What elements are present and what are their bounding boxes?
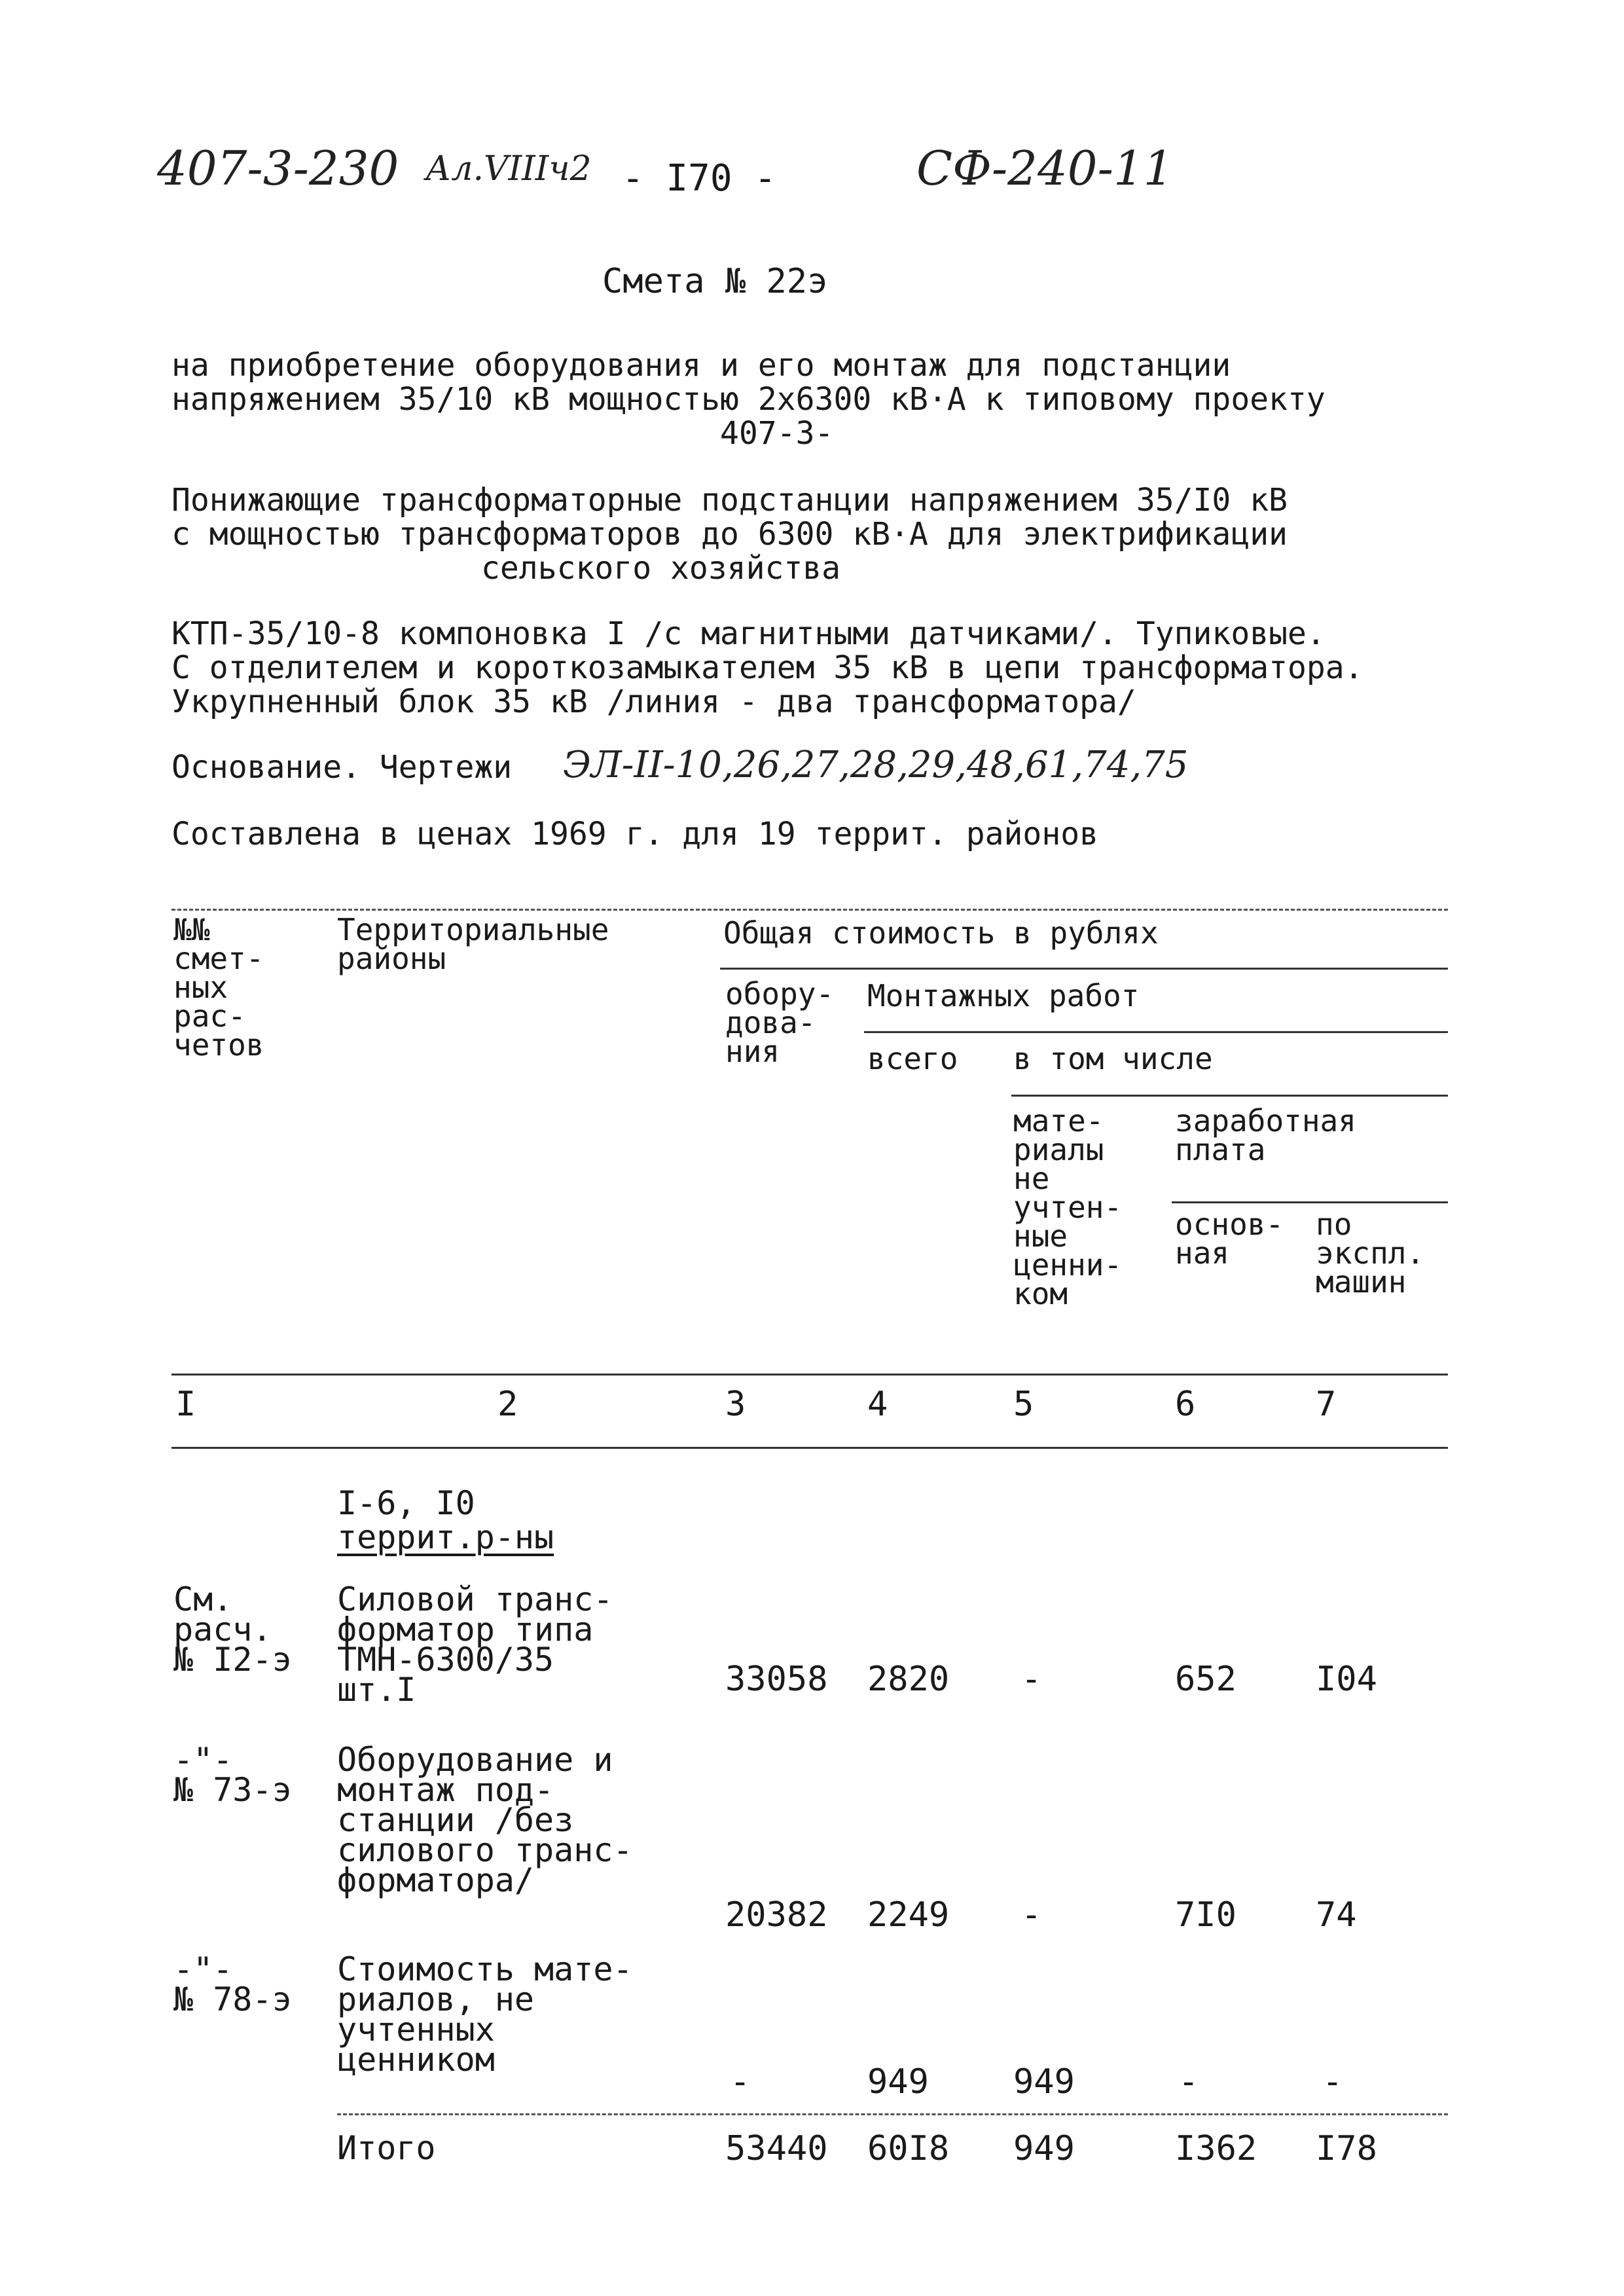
- column-number-5: 5: [1013, 1385, 1034, 1424]
- rule-wages: [1172, 1201, 1448, 1203]
- basis-label: Основание. Чертежи: [171, 749, 513, 786]
- table-row-1-equipment: 33058: [725, 1660, 828, 1699]
- table-row-2-materials: -: [1021, 1895, 1042, 1935]
- handwritten-album: Ал.VIIIч2: [425, 149, 592, 189]
- header-including: в том числе: [1013, 1041, 1213, 1076]
- table-row-2-ref: -"- № 73-э: [173, 1741, 292, 1809]
- group-title-districts: I-6, I0: [337, 1484, 475, 1522]
- header-territorial-districts: Территориальные районы: [337, 912, 609, 976]
- table-top-rule: [171, 909, 1448, 911]
- subtitle-line-1: на приобретение оборудования и его монтаж для подстанции: [171, 347, 1231, 384]
- header-installation-total: всего: [867, 1041, 958, 1076]
- table-row-3-equipment: -: [730, 2062, 751, 2102]
- column-number-4: 4: [867, 1385, 888, 1424]
- rule-total-cost: [720, 968, 1448, 970]
- handwritten-cipher: СФ-240-11: [916, 141, 1174, 196]
- handwritten-code: 407-3-230: [157, 141, 399, 196]
- header-wages: заработная плата: [1175, 1103, 1356, 1167]
- column-number-3: 3: [725, 1385, 746, 1424]
- header-equipment: обору- дова- ния: [725, 976, 835, 1069]
- table-row-1-name: Силовой транс- форматор типа ТМН-6300/35 шт.I: [337, 1580, 613, 1709]
- totals-materials: 949: [1013, 2129, 1075, 2168]
- project-line-1: Понижающие трансформаторные подстанции напряжением 35/I0 кВ: [171, 482, 1288, 519]
- rule-installation: [864, 1031, 1448, 1033]
- table-row-3-basic: -: [1178, 2062, 1199, 2102]
- table-row-3-machines: -: [1322, 2062, 1343, 2102]
- totals-label: Итого: [337, 2129, 436, 2167]
- table-row-1-materials: -: [1021, 1660, 1042, 1699]
- header-bottom-rule: [171, 1374, 1448, 1376]
- table-row-3-total: 949: [867, 2062, 929, 2102]
- rule-including: [1011, 1095, 1448, 1097]
- variant-line-3: Укрупненный блок 35 кВ /линия - два трансформатора/: [171, 683, 1136, 720]
- variant-line-2: С отделителем и короткозамыкателем 35 кВ в цепи трансформатора.: [171, 649, 1363, 686]
- table-row-2-basic: 7I0: [1175, 1895, 1236, 1935]
- table-row-2-equipment: 20382: [725, 1895, 828, 1935]
- totals-total: 60I8: [867, 2129, 950, 2168]
- table-row-1-basic: 652: [1175, 1660, 1236, 1699]
- column-number-7: 7: [1316, 1385, 1337, 1424]
- table-row-3-name: Стоимость мате- риалов, не учтенных ценником: [337, 1950, 633, 2079]
- column-number-1: I: [175, 1385, 196, 1424]
- totals-basic: I362: [1175, 2129, 1257, 2168]
- variant-line-1: КТП-35/10-8 компоновка I /с магнитными датчиками/. Тупиковые.: [171, 615, 1326, 652]
- table-row-1-machines: I04: [1316, 1660, 1377, 1699]
- table-row-3-materials: 949: [1013, 2062, 1075, 2102]
- project-line-3: сельского хозяйства: [481, 550, 841, 587]
- totals-equipment: 53440: [725, 2129, 828, 2168]
- header-installation: Монтажных работ: [867, 978, 1140, 1013]
- project-line-2: с мощностью трансформаторов до 6300 кВ·А для электрификации: [171, 516, 1288, 553]
- page-number: - I70 -: [622, 157, 777, 200]
- column-number-6: 6: [1175, 1385, 1196, 1424]
- group-title-label: террит.р-ны: [337, 1518, 554, 1556]
- table-row-2-name: Оборудование и монтаж под- станции /без силового транс- форматора/: [337, 1741, 633, 1899]
- header-materials: мате- риалы не учтен- ные ценни- ком: [1013, 1103, 1123, 1311]
- header-estimates-number: №№ смет- ных рас- четов: [173, 912, 264, 1063]
- subtitle-line-2: напряжением 35/10 кВ мощностью 2х6300 кВ·А к типовому проекту: [171, 381, 1326, 418]
- basis-drawings: ЭЛ-II-10,26,27,28,29,48,61,74,75: [563, 744, 1189, 786]
- table-row-2-machines: 74: [1316, 1895, 1357, 1935]
- subtitle-line-3: 407-3-: [720, 415, 834, 452]
- header-wages-basic: основ- ная: [1175, 1207, 1284, 1271]
- column-numbers-rule: [171, 1447, 1448, 1449]
- table-row-1-ref: См. расч. № I2-э: [173, 1580, 292, 1679]
- table-row-2-total: 2249: [867, 1895, 950, 1935]
- column-number-2: 2: [497, 1385, 518, 1424]
- table-row-1-total: 2820: [867, 1660, 950, 1699]
- header-wages-machines: по экспл. машин: [1316, 1207, 1425, 1300]
- page-title: Смета № 22э: [602, 262, 828, 301]
- prices-note: Составлена в ценах 1969 г. для 19 террит. районов: [171, 816, 1099, 852]
- table-row-3-ref: -"- № 78-э: [173, 1950, 292, 2018]
- totals-machines: I78: [1316, 2129, 1377, 2168]
- totals-rule: [337, 2113, 1448, 2115]
- header-total-cost: Общая стоимость в рублях: [723, 915, 1159, 951]
